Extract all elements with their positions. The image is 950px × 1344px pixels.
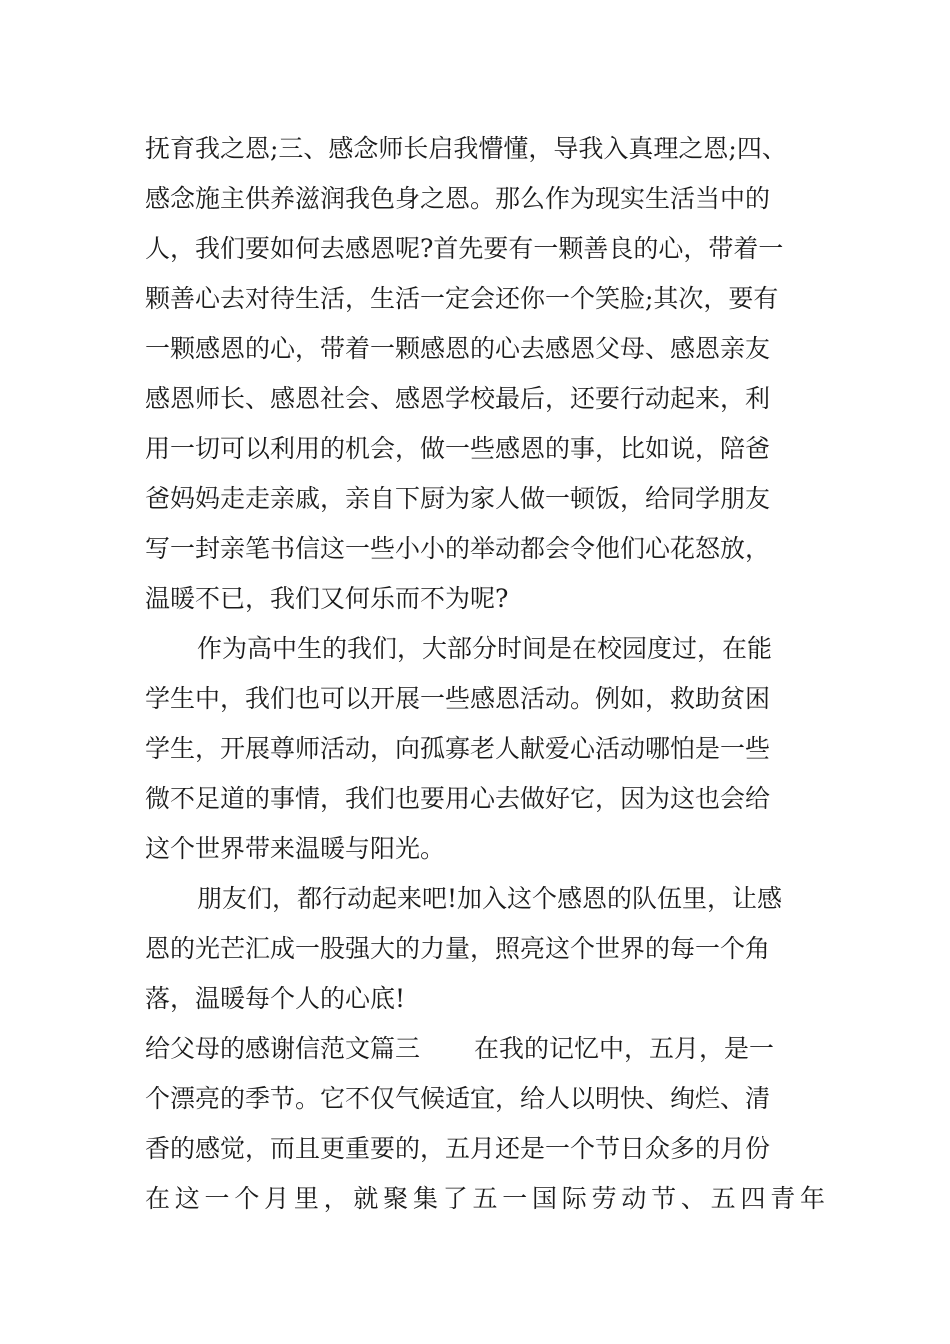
text-line: 学生，开展尊师活动，向孤寡老人献爱心活动哪怕是一些 bbox=[145, 734, 771, 763]
section-heading: 给父母的感谢信范文篇三 bbox=[145, 1034, 421, 1063]
text-line: 香的感觉，而且更重要的，五月还是一个节日众多的月份 bbox=[145, 1134, 771, 1163]
text-line: 用一切可以利用的机会，做一些感恩的事，比如说，陪爸 bbox=[145, 434, 771, 463]
letter-section bbox=[145, 1024, 825, 1224]
text-line: 颗善心去对待生活，生活一定会还你一个笑脸;其次，要有 bbox=[145, 284, 779, 313]
section-first-line-text: 在我的记忆中，五月，是一 bbox=[474, 1034, 775, 1063]
text-line: 这个世界带来温暖与阳光。 bbox=[145, 834, 446, 863]
text-line: 感恩师长、感恩社会、感恩学校最后，还要行动起来，利 bbox=[145, 384, 771, 413]
text-line: 爸妈妈走走亲戚，亲自下厨为家人做一顿饭，给同学朋友 bbox=[145, 484, 771, 513]
document-page bbox=[145, 124, 825, 1224]
paragraph-1 bbox=[145, 124, 825, 624]
paragraph-2 bbox=[145, 624, 825, 874]
text-line: 学生中，我们也可以开展一些感恩活动。例如，救助贫困 bbox=[145, 684, 771, 713]
text-line: 在这一个月里，就聚集了五一国际劳动节、五四青年 bbox=[145, 1184, 825, 1213]
text-line: 感念施主供养滋润我色身之恩。那么作为现实生活当中的 bbox=[145, 184, 771, 213]
text-line: 落，温暖每个人的心底! bbox=[145, 984, 406, 1013]
text-line: 作为高中生的我们，大部分时间是在校园度过，在能 bbox=[197, 634, 773, 663]
text-line: 朋友们，都行动起来吧!加入这个感恩的队伍里，让感 bbox=[197, 884, 783, 913]
text-line: 恩的光芒汇成一股强大的力量，照亮这个世界的每一个角 bbox=[145, 934, 771, 963]
paragraph-3 bbox=[145, 874, 825, 1024]
text-line: 人，我们要如何去感恩呢?首先要有一颗善良的心，带着一 bbox=[145, 234, 784, 263]
text-line: 抚育我之恩;三、感念师长启我懵懂，导我入真理之恩;四、 bbox=[145, 134, 787, 163]
text-line: 个漂亮的季节。它不仅气候适宜，给人以明快、绚烂、清 bbox=[145, 1084, 771, 1113]
text-line: 微不足道的事情，我们也要用心去做好它，因为这也会给 bbox=[145, 784, 771, 813]
text-line: 写一封亲笔书信这一些小小的举动都会令他们心花怒放， bbox=[145, 534, 771, 563]
text-line: 一颗感恩的心，带着一颗感恩的心去感恩父母、感恩亲友 bbox=[145, 334, 771, 363]
text-line: 温暖不已，我们又何乐而不为呢? bbox=[145, 584, 509, 613]
section-first-line bbox=[145, 1024, 825, 1074]
